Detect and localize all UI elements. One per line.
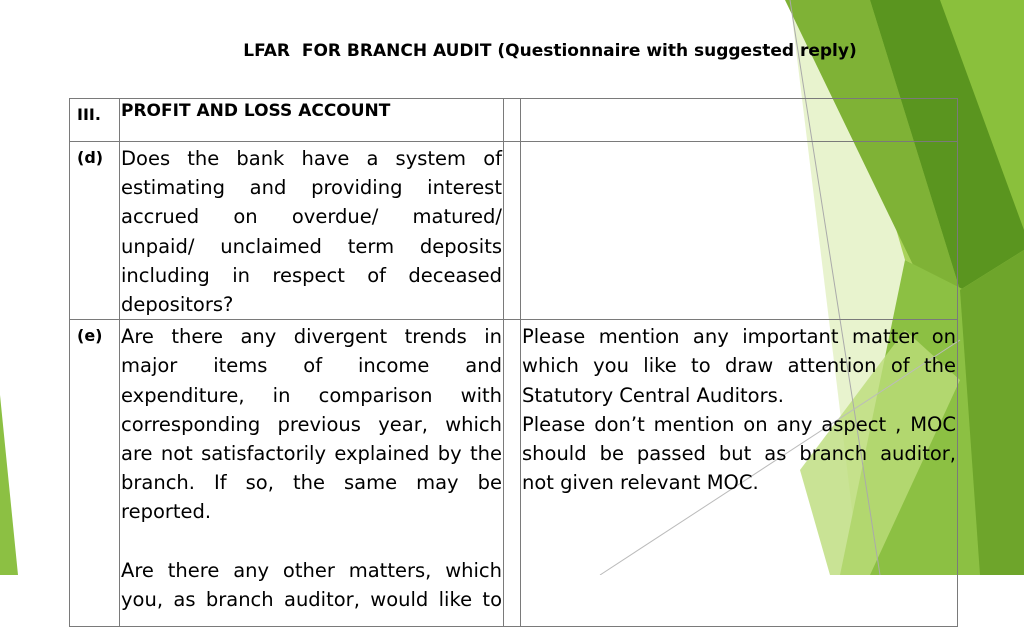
reply-line: Please don’t mention on any aspect , MOC	[522, 412, 956, 436]
reply-line: not given relevant MOC.	[522, 471, 759, 495]
reply-line: Please mention any important matter on	[522, 325, 956, 349]
question-line: Are there any divergent trends in	[121, 325, 502, 349]
spacer-cell	[504, 99, 521, 142]
question-line: branch. If so, the same may be	[121, 471, 502, 495]
paragraph-gap	[121, 527, 502, 556]
question-line: major items of income and	[121, 354, 502, 378]
left-green-sliver	[0, 395, 18, 575]
question-line: you, as branch auditor, would like to	[121, 587, 502, 611]
spacer-cell	[504, 320, 521, 627]
row-number: (d)	[70, 142, 120, 320]
section-heading: PROFIT AND LOSS ACCOUNT	[120, 99, 504, 142]
reply-line: Statutory Central Auditors.	[522, 383, 784, 407]
question-line: Are there any other matters, which	[121, 558, 502, 582]
reply-line: which you like to draw attention of the	[522, 354, 956, 378]
question-line: expenditure, in comparison with	[121, 383, 502, 407]
page-title: LFAR FOR BRANCH AUDIT (Questionnaire with suggested reply)	[243, 41, 857, 61]
table-row	[70, 320, 958, 627]
question-line: unpaid/ unclaimed term deposits	[121, 234, 502, 258]
question-line: including in respect of deceased	[121, 263, 502, 287]
reply-cell	[521, 142, 958, 320]
question-line: depositors?	[121, 293, 234, 317]
table-row	[70, 99, 958, 142]
spacer-cell	[504, 142, 521, 320]
question-cell	[120, 320, 504, 627]
reply-cell	[521, 320, 958, 627]
row-number: III.	[70, 99, 120, 142]
question-line: accrued on overdue/ matured/	[121, 205, 502, 229]
reply-cell	[521, 99, 958, 142]
question-cell	[120, 142, 504, 320]
reply-line: should be passed but as branch auditor,	[522, 442, 956, 466]
question-line: reported.	[121, 500, 212, 524]
question-line: Does the bank have a system of	[121, 147, 502, 170]
questionnaire-table	[69, 98, 958, 627]
question-line: estimating and providing interest	[121, 176, 502, 200]
table-row	[70, 142, 958, 320]
row-number: (e)	[70, 320, 120, 627]
question-line: are not satisfactorily explained by the	[121, 442, 502, 466]
question-line: corresponding previous year, which	[121, 412, 502, 436]
